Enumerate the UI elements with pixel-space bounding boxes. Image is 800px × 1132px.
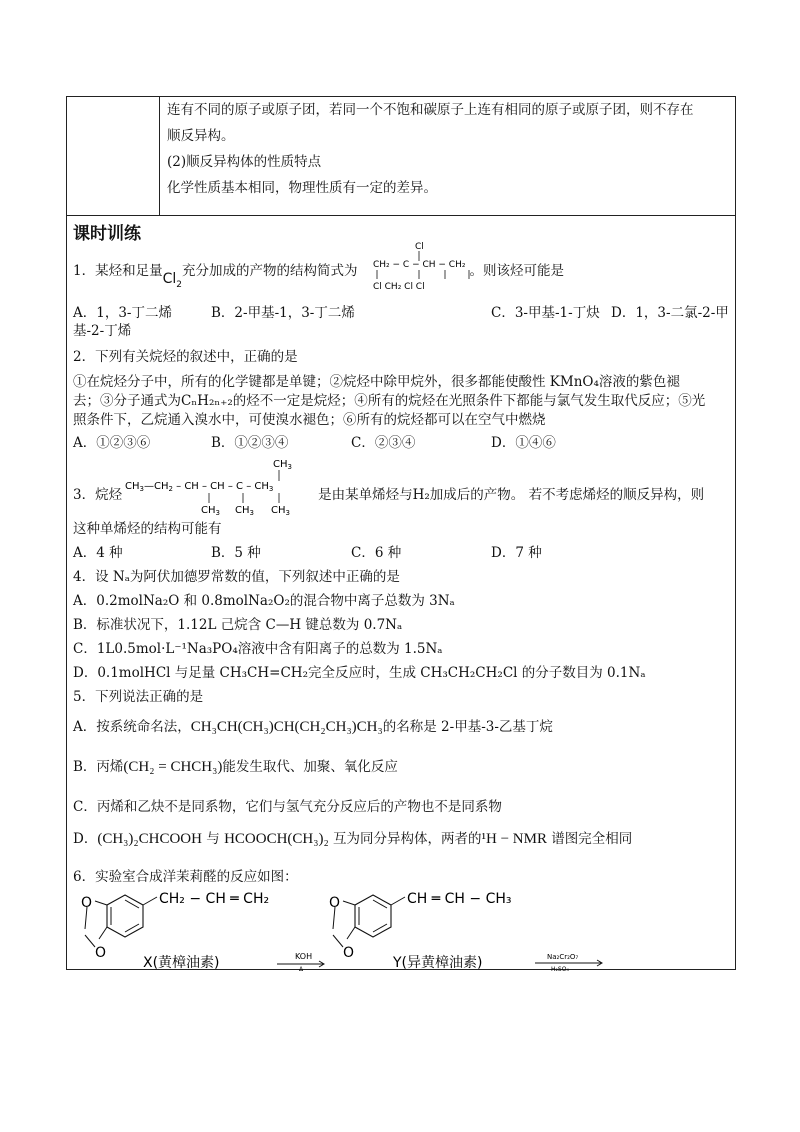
q2-statement: ①在烷烃分子中，所有的化学键都是单键；②烷烃中除甲烷外，很多都能使酸性 KMnO₄溶液的紫色褪	[73, 374, 680, 390]
q1-option-c[interactable]: C．3-甲基-1-丁炔	[491, 305, 600, 321]
struct-label: CH₂ − C − CH − CH₂	[373, 260, 466, 270]
svg-text:KOH: KOH	[295, 952, 313, 961]
q1-stem: 1．某烃和足量$Cl_2$充分加成的产物的结构简式为 。则该烃可能是	[73, 263, 564, 290]
q1-option-d[interactable]: D．1，3-二氯-2-甲	[611, 305, 729, 321]
q2-option-a[interactable]: A．①②③⑥	[73, 435, 151, 451]
q1-option-a[interactable]: A．1，3-丁二烯	[73, 305, 172, 321]
top-row	[67, 97, 735, 216]
formula: HCOOCH(CH₃)₂	[224, 831, 329, 847]
svg-text:H₂SO₄: H₂SO₄	[551, 966, 569, 971]
text-line: 化学性质基本相同，物理性质有一定的差异。	[167, 180, 437, 196]
q2-option-b[interactable]: B．①②③④	[211, 435, 289, 451]
text-line: 顺反异构。	[167, 128, 235, 144]
q4-option-a[interactable]: A．0.2molNa₂O 和 0.8molNa₂O₂的混合物中离子总数为 3Nₐ	[73, 593, 455, 609]
y-label: Y(异黄樟油素)	[393, 955, 483, 971]
text-line: 连有不同的原子或原子团，若同一个不饱和碳原子上连有相同的原子或原子团，则不存在	[167, 102, 694, 118]
q2-option-c[interactable]: C．②③④	[351, 435, 416, 451]
formula: (CH₂ = CHCH₃)	[123, 759, 223, 775]
formula: ¹H − NMR	[481, 831, 547, 847]
x-label: X(黄樟油素)	[143, 955, 220, 971]
q4-option-c[interactable]: C．1L0.5mol·L⁻¹Na₃PO₄溶液中含有阳离子的总数为 1.5Nₐ	[73, 641, 443, 657]
q4-option-d[interactable]: D．0.1molHCl 与足量 CH₃CH=CH₂完全反应时，生成 CH₃CH₂CH₂Cl 的分子数目为 0.1Nₐ	[73, 665, 646, 681]
q2-option-d[interactable]: D．①④⑥	[491, 435, 556, 451]
arrow-koh	[277, 952, 324, 971]
svg-text:CH3: $CH_3$	[273, 459, 292, 471]
q1-option-b[interactable]: B．2-甲基-1，3-丁二烯	[211, 305, 355, 321]
molecule-y	[329, 891, 511, 961]
svg-text:O: O	[95, 945, 107, 961]
q5-option-c[interactable]: C．丙烯和乙炔不是同系物，它们与氢气充分反应后的产物也不是同系物	[73, 799, 502, 815]
top-right-cell	[167, 97, 727, 201]
q4-stem: 4．设 Nₐ为阿伏加德罗常数的值，下列叙述中正确的是	[73, 569, 400, 585]
q5-stem: 5．下列说法正确的是	[73, 689, 204, 705]
formula: CH₃CH(CH₃)CH(CH₂CH₃)CH₃	[190, 719, 383, 735]
svg-text:Δ: Δ	[299, 966, 304, 971]
q6-reaction-scheme	[73, 887, 729, 971]
svg-text:CH3: $CH_3$	[235, 505, 254, 515]
q5-option-d[interactable]: D．(CH₃)₂CHCOOH 与 HCOOCH(CH₃)₂ 互为同分异构体，两者的¹H − NMR 谱图完全相同	[73, 831, 633, 847]
q2-statement: 照条件下，乙烷通入溴水中，可使溴水褪色；⑥所有的烷烃都可以在空气中燃烧	[73, 412, 546, 428]
svg-text:Na₂Cr₂O₇: Na₂Cr₂O₇	[547, 953, 579, 961]
q3-stem-cont: 这种单烯烃的结构可能有	[73, 521, 222, 537]
text-line: (2)顺反异构体的性质特点	[167, 154, 322, 170]
q2-statement: 去；③分子通式为CₙH₂ₙ₊₂的烃不一定是烷烃；④所有的烷烃在光照条件下都能与氯气发生取代反应；⑤光	[73, 393, 706, 409]
section-heading: 课时训练	[73, 224, 141, 244]
q1-option-d-cont: 基-2-丁烯	[73, 323, 132, 339]
svg-text:CH3—CH2 – CH – CH – C – CH3: $CH_3—CH_2$ – CH – CH – C – $CH_3$	[125, 481, 274, 493]
content-table	[66, 96, 736, 970]
svg-text:O: O	[343, 945, 355, 961]
arrow-oxidation	[535, 953, 602, 971]
q2-stem: 2．下列有关烷烃的叙述中，正确的是	[73, 349, 298, 365]
y-side-chain: CH ═ CH − CH₃	[407, 891, 512, 907]
q1-structure	[373, 239, 493, 291]
top-left-cell	[67, 97, 160, 215]
svg-text:CH3: $CH_3$	[271, 505, 290, 515]
svg-text:O: O	[329, 895, 341, 911]
q6-stem: 6．实验室合成洋茉莉醛的反应如图：	[73, 869, 298, 885]
q5-option-b[interactable]: B．丙烯(CH₂ = CHCH₃)能发生取代、加聚、氧化反应	[73, 759, 398, 775]
q3-structure	[125, 455, 325, 515]
cl2-formula: $Cl_2$	[162, 271, 182, 290]
q3-option-a[interactable]: A．4 种	[73, 545, 123, 561]
formula: (CH₃)₂CHCOOH	[97, 831, 202, 847]
svg-text:CH3: $CH_3$	[201, 505, 220, 515]
molecule-x	[81, 891, 269, 961]
q3-stem: 3．烷烃 是由某单烯烃与H₂加成后的产物。 若不考虑烯烃的顺反异构，则	[73, 487, 705, 503]
q3-option-d[interactable]: D．7 种	[491, 545, 542, 561]
struct-label: Cl	[415, 242, 424, 252]
struct-label: Cl CH₂ Cl Cl	[373, 282, 425, 291]
q5-option-a[interactable]: A．按系统命名法，CH₃CH(CH₃)CH(CH₂CH₃)CH₃的名称是 2-甲基-3-乙基丁烷	[73, 719, 553, 735]
q4-option-b[interactable]: B．标准状况下，1.12L 己烷含 C—H 键总数为 0.7Nₐ	[73, 617, 403, 633]
x-side-chain: CH₂ − CH ═ CH₂	[159, 891, 270, 907]
q3-option-b[interactable]: B．5 种	[211, 545, 261, 561]
svg-text:O: O	[81, 895, 93, 911]
q3-option-c[interactable]: C．6 种	[351, 545, 402, 561]
